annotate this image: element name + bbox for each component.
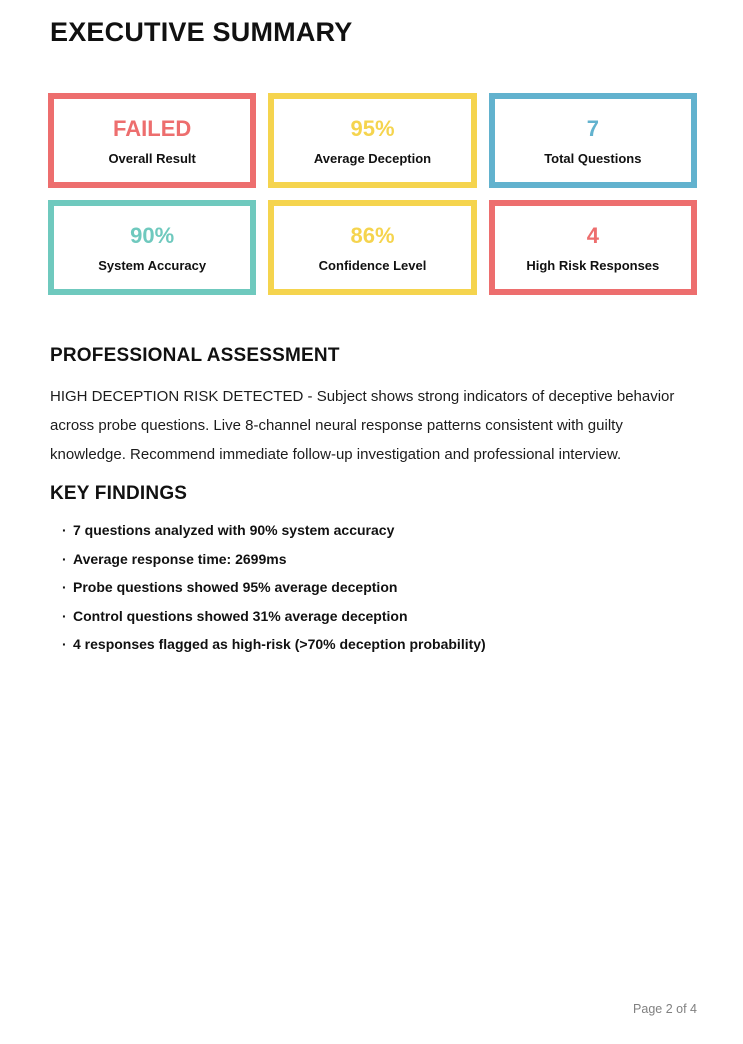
bullet-icon: · <box>62 636 67 653</box>
stat-value: 4 <box>586 223 599 249</box>
key-finding-text: 4 responses flagged as high-risk (>70% deception probability) <box>73 636 486 653</box>
page-number: Page 2 of 4 <box>633 1002 697 1016</box>
key-finding-text: Control questions showed 31% average deception <box>73 607 408 624</box>
stat-label: Overall Result <box>108 151 196 167</box>
stat-label: Total Questions <box>544 151 642 167</box>
key-finding-item <box>62 635 743 654</box>
stat-card-overall-result <box>48 93 256 188</box>
stat-value: 90% <box>130 223 175 249</box>
page-title: EXECUTIVE SUMMARY <box>50 17 353 47</box>
stat-card-high-risk-responses <box>489 200 697 295</box>
key-finding-item <box>62 521 743 540</box>
stat-value: 7 <box>586 116 599 142</box>
stat-value: FAILED <box>113 116 192 142</box>
key-findings-list <box>62 521 743 654</box>
stat-card-total-questions <box>489 93 697 188</box>
key-finding-text: Average response time: 2699ms <box>73 550 287 567</box>
stat-card-confidence-level <box>268 200 476 295</box>
bullet-icon: · <box>62 522 67 539</box>
stat-value: 95% <box>350 116 395 142</box>
stat-card-average-deception <box>268 93 476 188</box>
assessment-body: HIGH DECEPTION RISK DETECTED - Subject shows strong indicators of deceptive behavior across probe questions. Live 8-channel neural response patterns consistent with guilty knowledge. Recommend immediate follow-up investigation and professional interview. <box>50 388 675 464</box>
stat-label: System Accuracy <box>98 258 207 274</box>
key-finding-item <box>62 607 743 626</box>
bullet-icon: · <box>62 550 67 567</box>
key-findings-heading: KEY FINDINGS <box>50 483 188 505</box>
stat-label: High Risk Responses <box>526 258 660 274</box>
stat-label: Average Deception <box>313 151 432 167</box>
bullet-icon: · <box>62 579 67 596</box>
key-finding-item <box>62 550 743 569</box>
key-finding-text: Probe questions showed 95% average deception <box>73 579 398 596</box>
stat-cards-grid <box>48 93 697 295</box>
stat-value: 86% <box>350 223 395 249</box>
stat-card-system-accuracy <box>48 200 256 295</box>
key-finding-item <box>62 578 743 597</box>
key-finding-text: 7 questions analyzed with 90% system accuracy <box>73 522 395 539</box>
assessment-heading: PROFESSIONAL ASSESSMENT <box>50 345 340 367</box>
bullet-icon: · <box>62 607 67 624</box>
stat-label: Confidence Level <box>318 258 427 274</box>
